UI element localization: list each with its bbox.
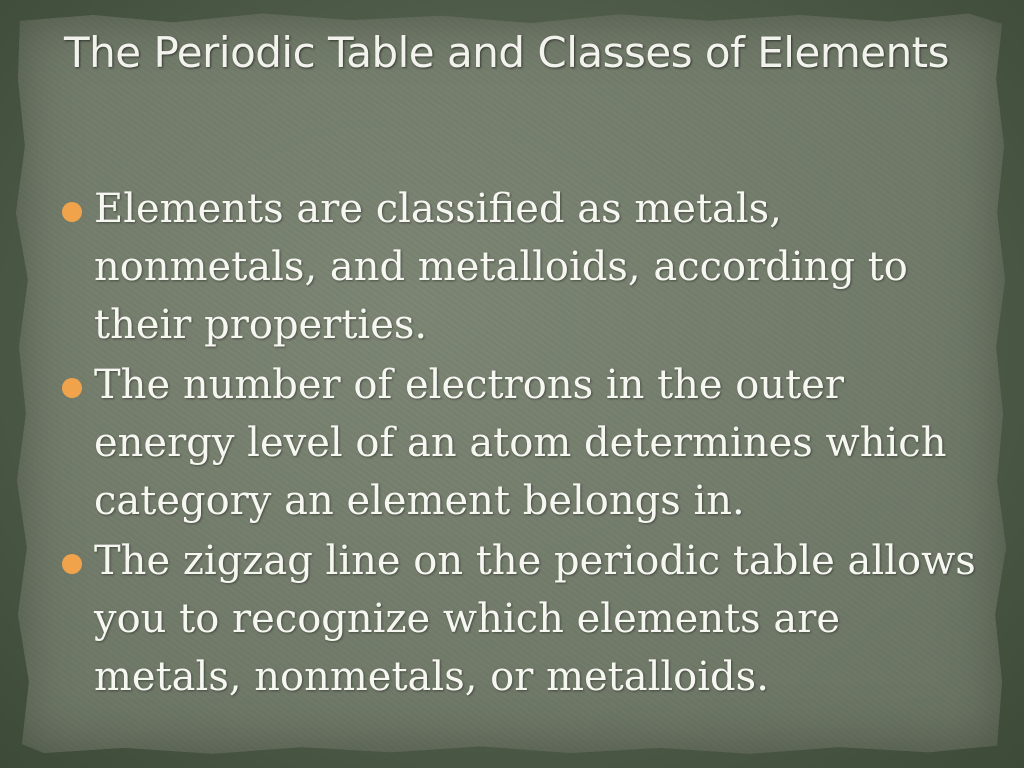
bullet-item bbox=[60, 180, 980, 354]
slide-title: The Periodic Table and Classes of Elements bbox=[64, 28, 950, 77]
bullet-item bbox=[60, 532, 980, 706]
bullet-dot-icon bbox=[62, 554, 82, 574]
bullet-dot-icon bbox=[62, 378, 82, 398]
bullet-dot-icon bbox=[62, 202, 82, 222]
bullet-item bbox=[60, 356, 980, 530]
bullet-text: Elements are classified as metals, nonmetals, and metalloids, according to their properties. bbox=[94, 186, 908, 348]
bullet-text: The zigzag line on the periodic table allows you to recognize which elements are metals, nonmetals, or metalloids. bbox=[94, 538, 976, 700]
bullet-text: The number of electrons in the outer energy level of an atom determines which category an element belongs in. bbox=[94, 362, 947, 524]
bullet-list bbox=[60, 180, 980, 708]
